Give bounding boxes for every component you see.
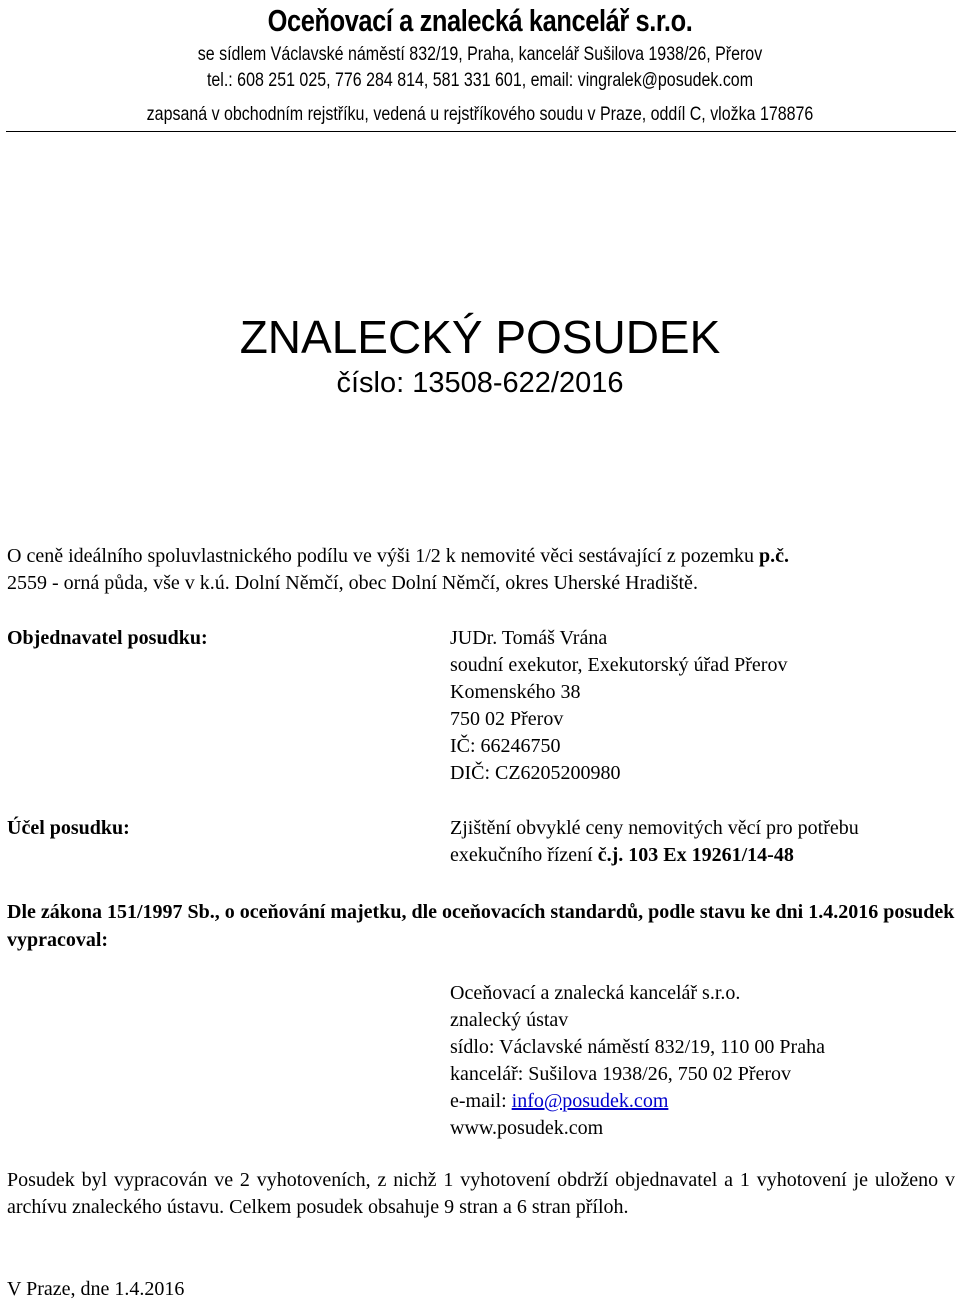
subject-text-2: 2559 - orná půda, vše v k.ú. Dolní Němčí, obec Dolní Němčí, okres Uherské Hradiště. bbox=[7, 572, 698, 594]
client-dic: DIČ: CZ6205200980 bbox=[450, 762, 621, 784]
client-details bbox=[450, 625, 787, 787]
author-email-label: e-mail: bbox=[450, 1090, 512, 1112]
purpose-details bbox=[450, 815, 859, 869]
company-registry: zapsaná v obchodním rejstříku, vedená u rejstříkového soudu v Praze, oddíl C, vložka 178876 bbox=[146, 103, 814, 125]
author-email-link[interactable]: info@posudek.com bbox=[511, 1090, 669, 1112]
client-role: soudní exekutor, Exekutorský úřad Přerov bbox=[450, 654, 788, 676]
date-line: V Praze, dne 1.4.2016 bbox=[7, 1278, 185, 1300]
client-name: JUDr. Tomáš Vrána bbox=[450, 627, 608, 649]
client-city: 750 02 Přerov bbox=[450, 708, 564, 730]
document-title: ZNALECKÝ POSUDEK bbox=[239, 311, 721, 363]
purpose-line-1: Zjištění obvyklé ceny nemovitých věcí pro potřebu bbox=[450, 817, 859, 839]
company-contact: tel.: 608 251 025, 776 284 814, 581 331 601, email: vingralek@posudek.com bbox=[206, 69, 754, 91]
author-type: znalecký ústav bbox=[450, 1009, 569, 1031]
author-name: Oceňovací a znalecká kancelář s.r.o. bbox=[450, 982, 741, 1004]
client-label: Objednavatel posudku: bbox=[7, 627, 208, 649]
purpose-case-number: č.j. 103 Ex 19261/14-48 bbox=[597, 844, 794, 866]
purpose-line-2 bbox=[450, 842, 859, 869]
purpose-line-2-text: exekučního řízení bbox=[450, 844, 598, 866]
subject-parcel-prefix: p.č. bbox=[759, 545, 790, 567]
client-ico: IČ: 66246750 bbox=[450, 735, 561, 757]
purpose-label: Účel posudku: bbox=[7, 817, 130, 839]
author-email-line bbox=[450, 1088, 825, 1115]
author-details bbox=[450, 980, 825, 1142]
company-name: Oceňovací a znalecká kancelář s.r.o. bbox=[267, 3, 693, 38]
document-number: číslo: 13508-622/2016 bbox=[336, 367, 624, 399]
subject-paragraph bbox=[7, 543, 953, 597]
author-seat: sídlo: Václavské náměstí 832/19, 110 00 Praha bbox=[450, 1036, 825, 1058]
header-divider bbox=[6, 131, 956, 132]
closing-paragraph: Posudek byl vypracován ve 2 vyhotoveních, z nichž 1 vyhotovení obdrží objednavatel a 1 vyhotovení je uloženo v archívu znaleckého ústavu. Celkem posudek obsahuje 9 stran a 6 stran příloh. bbox=[7, 1169, 955, 1218]
author-web: www.posudek.com bbox=[450, 1117, 604, 1139]
subject-text-1: O ceně ideálního spoluvlastnického podílu ve výši 1/2 k nemovité věci sestávající z pozemku bbox=[7, 545, 760, 567]
author-office: kancelář: Sušilova 1938/26, 750 02 Přerov bbox=[450, 1063, 792, 1085]
law-statement: Dle zákona 151/1997 Sb., o oceňování majetku, dle oceňovacích standardů, podle stavu ke dni 1.4.2016 posudek vypracoval: bbox=[7, 901, 955, 951]
client-street: Komenského 38 bbox=[450, 681, 581, 703]
company-seat: se sídlem Václavské náměstí 832/19, Praha, kancelář Sušilova 1938/26, Přerov bbox=[197, 43, 763, 65]
